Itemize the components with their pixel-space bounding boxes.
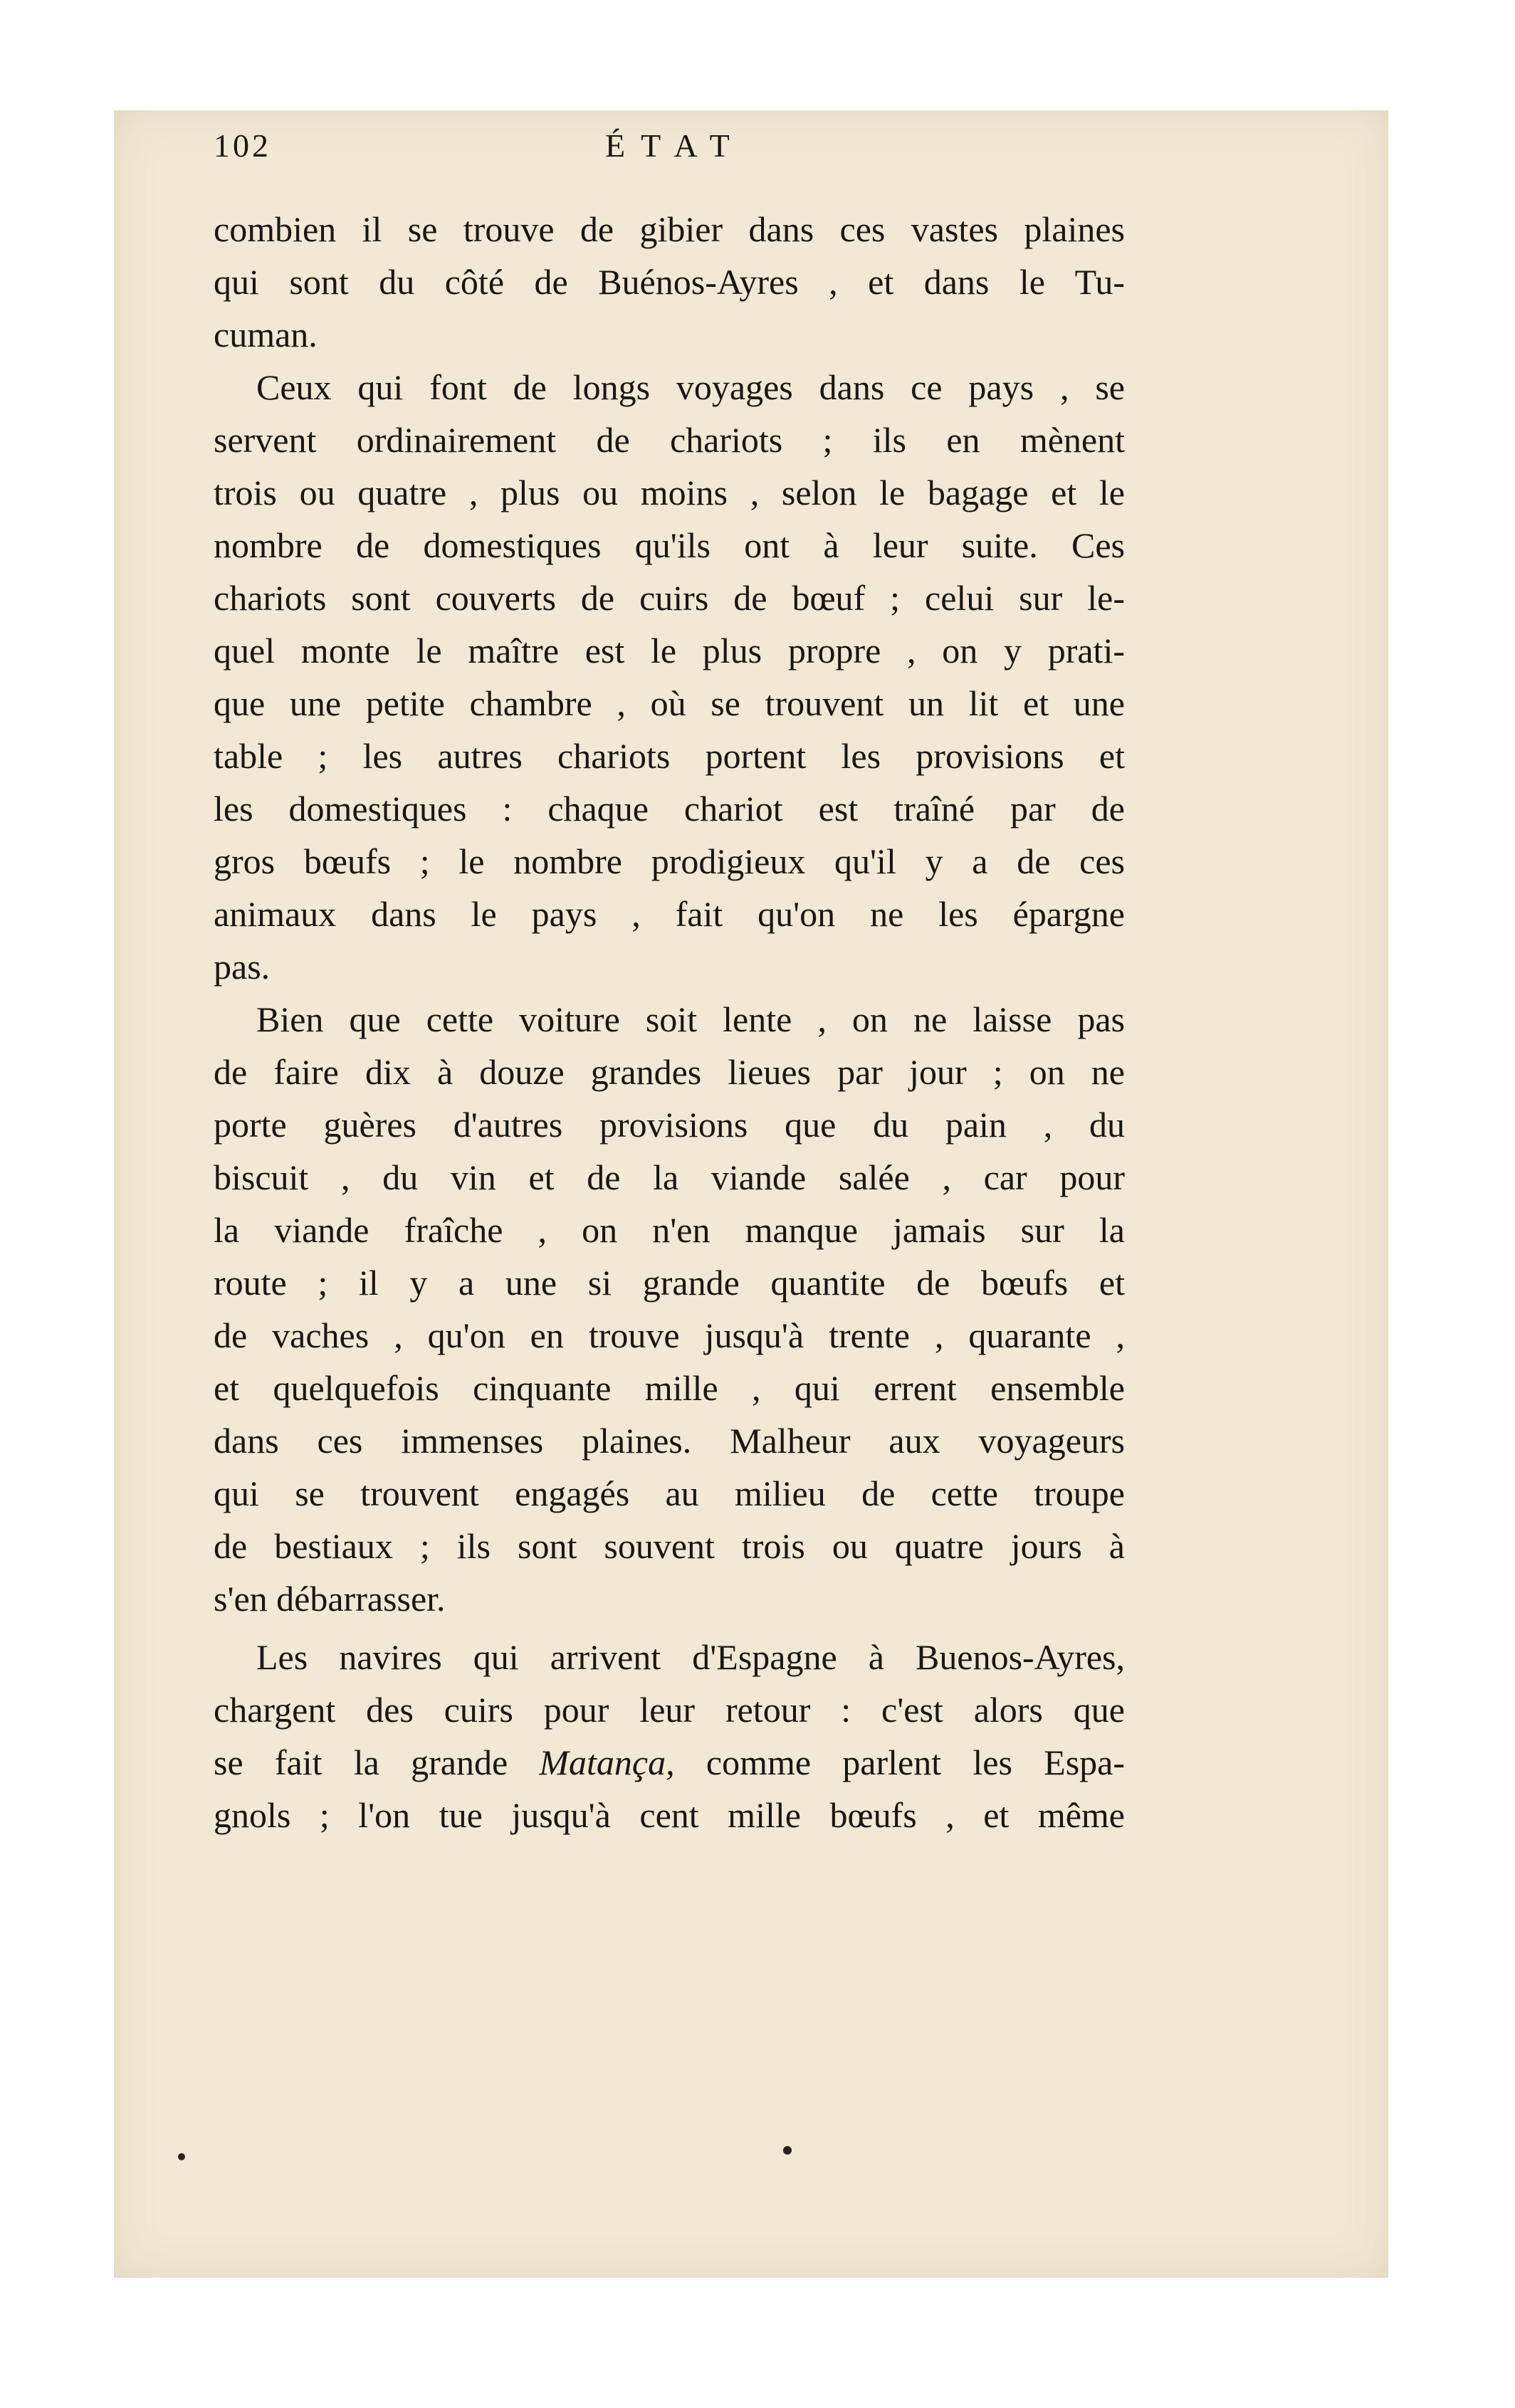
- text-segment: se fait la grande: [214, 1742, 540, 1782]
- text-line: chargent des cuirs pour leur retour : c'est alors que: [214, 1690, 1125, 1730]
- text-line: pas.: [214, 947, 271, 987]
- text-line: Ceux qui font de longs voyages dans ce pays , se: [256, 367, 1125, 407]
- text-line: animaux dans le pays , fait qu'on ne les épargne: [214, 894, 1125, 934]
- text-line-with-italic: [214, 1736, 1125, 1789]
- text-line: Bien que cette voiture soit lente , on ne laisse pas: [256, 999, 1125, 1039]
- text-line: gnols ; l'on tue jusqu'à cent mille bœufs , et même: [214, 1795, 1125, 1835]
- text-line: s'en débarrasser.: [214, 1579, 446, 1619]
- text-line: la viande fraîche , on n'en manque jamais sur la: [214, 1210, 1125, 1250]
- text-line: table ; les autres chariots portent les provisions et: [214, 736, 1125, 776]
- text-line: de bestiaux ; ils sont souvent trois ou quatre jours à: [214, 1526, 1125, 1566]
- text-line: gros bœufs ; le nombre prodigieux qu'il y a de ces: [214, 841, 1125, 881]
- text-line: qui sont du côté de Buénos-Ayres , et dans le Tu-: [214, 262, 1125, 302]
- text-segment: comme parlent les Espa-: [674, 1742, 1125, 1782]
- page-header: [214, 127, 1125, 184]
- text-line: quel monte le maître est le plus propre , on y prati-: [214, 631, 1125, 671]
- page-number: 102: [214, 127, 271, 164]
- text-line: de faire dix à douze grandes lieues par jour ; on ne: [214, 1052, 1125, 1092]
- italic-word: Matança,: [539, 1742, 675, 1782]
- text-line: dans ces immenses plaines. Malheur aux voyageurs: [214, 1421, 1125, 1461]
- text-line: servent ordinairement de chariots ; ils en mènent: [214, 420, 1125, 460]
- text-line: nombre de domestiques qu'ils ont à leur suite. Ces: [214, 525, 1125, 565]
- ink-speck: [178, 2153, 185, 2160]
- text-line: de vaches , qu'on en trouve jusqu'à trente , quarante ,: [214, 1315, 1125, 1355]
- running-head: ÉTAT: [605, 127, 745, 164]
- text-line: porte guères d'autres provisions que du pain , du: [214, 1105, 1125, 1145]
- text-line: route ; il y a une si grande quantite de bœufs et: [214, 1263, 1125, 1303]
- text-line: Les navires qui arrivent d'Espagne à Buenos-Ayres,: [256, 1637, 1125, 1677]
- body-text: [214, 203, 1125, 1841]
- text-line: les domestiques : chaque chariot est traîné par de: [214, 789, 1125, 829]
- text-line: et quelquefois cinquante mille , qui errent ensemble: [214, 1368, 1125, 1408]
- text-line: que une petite chambre , où se trouvent un lit et une: [214, 683, 1125, 723]
- ink-speck: [783, 2146, 792, 2155]
- text-line: chariots sont couverts de cuirs de bœuf ; celui sur le-: [214, 578, 1125, 618]
- text-line: combien il se trouve de gibier dans ces vastes plaines: [214, 209, 1125, 249]
- text-line: qui se trouvent engagés au milieu de cette troupe: [214, 1473, 1125, 1513]
- text-line: cuman.: [214, 315, 318, 354]
- text-line: trois ou quatre , plus ou moins , selon le bagage et le: [214, 473, 1125, 512]
- text-line: biscuit , du vin et de la viande salée , car pour: [214, 1157, 1125, 1197]
